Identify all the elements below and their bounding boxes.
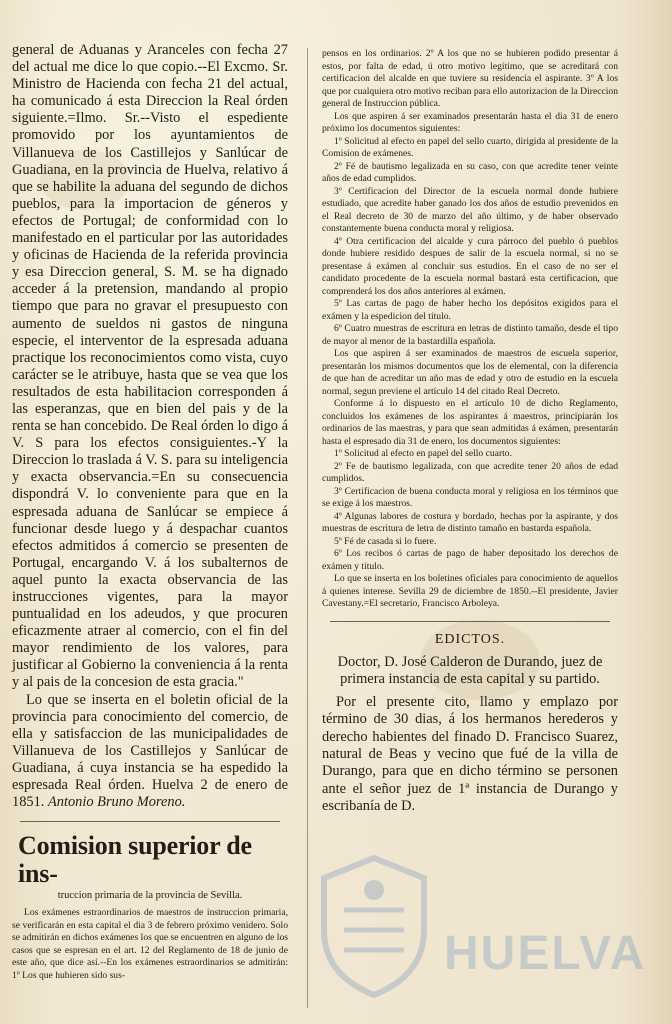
archive-watermark — [314, 850, 654, 1010]
body-text-small: 5º Las cartas de pago de haber hecho los depósitos exigidos para el exámen y la espedicion del título. — [322, 298, 618, 322]
body-text: general de Aduanas y Aranceles con fecha 27 del actual me dice lo que copio.--El Excmo. Sr. Ministro de Hacienda con fecha 21 del actual, ha comunicado á esta Direccion la Real órden siguiente.=Ilmo. Sr.--Visto el espediente promovido por los ayuntamientos de Villanueva de los Castillejos y Sanlúcar de Guadiana, en la provincia de Huelva, relativo á que se habilite la aduana del segundo de dichos pueblos, para la importacion de géneros y efectos de Portugal; de conformidad con lo manifestado en el particular por las autoridades y oficinas de Hacienda de la referida provincia y esa Direccion general, S. M. se ha dignado acceder á la pretension, mandando al propio tiempo que para no gravar el presupuesto con aumento de sueldos ni gastos de ninguna especie, el interventor de la espresada aduana practique los reconocimientos como vista, cuyo carácter se le atribuye, hasta que se vea que los resultados de esta habilitacion corresponden á las esperanzas, que en bien del pais y de la renta se han concebido. De Real órden lo digo á V. S para los efectos consiguientes.-Y la Direccion lo traslada á V. S. para su inteligencia y exacta observancia.=En su consecuencia dispondrá V. lo conveniente para que en la espresada aduana de Sanlúcar se empiece á funcionar desde luego y á despachar cuantos efectos admitidos á comercio se presenten de Portugal, encargando V. á los subalternos de aquel punto la exacta observancia de las instrucciones vigentes, para la mayor puntualidad en los adeudos, y que procuren eficazmente atraer al comercio, con el fin del mayor rendimiento de los valores, para justificar al Gobierno la conveniencia á la renta y al pais de la concesion de esta gracia." — [12, 42, 288, 691]
body-text-small: Los que aspiren á ser examinados presentarán hasta el dia 31 de enero próximo los documentos siguientes: — [322, 110, 618, 134]
body-text-small: 3º Certificacion de buena conducta moral y religiosa en los términos que se exige á los maestros. — [322, 485, 618, 509]
body-text: Lo que se inserta en el boletin oficial de la provincia para conocimiento del comercio, de ella y satisfaccion de las municipalidades de Villanueva de los Castillejos y Sanlúcar de Guadiana, á cuya instancia se ha espedido la espresada Real órden. Huelva 2 de enero de 1851. — [12, 691, 288, 811]
edictos-text: Por el presente cito, llamo y emplazo por término de 30 dias, á los hermanos herederos y derecho habientes del finado D. Francisco Suarez, natural de Beas y vecino que fué de la villa de Durango, para que en dicho término se personen ante el señor juez de 1ª instancia de Durango y escribanía de D. — [322, 694, 618, 814]
right-column — [322, 48, 618, 815]
watermark-text: HUELVA — [444, 927, 647, 980]
body-text-small: pensos en los ordinarios. 2º A los que no se hubieren podido presentar á estos, por falta de edad, ú otro motivo legítimo, que se acreditará con certificacion del alcalde en que tuviere su residencia el aspirante. 3º A los que por cualquiera otro motivo reciban para ello autorizacion de la Direccion general de Instruccion pública. — [322, 48, 618, 109]
body-text-small: Conforme á lo dispuesto en el artículo 10 de dicho Reglamento, concluidos los exámenes de los aspirantes á maestros, principiarán los ordinarios de las maestras, y para que sean admitidas á exámen, presentarán hasta el espresado dia 31 de enero, los documentos siguientes: — [322, 398, 618, 447]
body-text-small: Los que aspiren á ser examinados de maestros de escuela superior, presentarán los mismos documentos que los de elemental, con la diferencia de que han de acreditar un año mas de edad y otro de estudio en la escuela normal, segun previene el artículo 14 del citado Real Decreto. — [322, 348, 618, 397]
edictos-intro: Doctor, D. José Calderon de Durando, juez de primera instancia de esta capital y su partido. — [337, 653, 603, 687]
section-subtitle: truccion primaria de la provincia de Sevilla. — [57, 890, 243, 902]
body-text-small: 2º Fé de bautismo legalizada en su caso, con que acredite tener veinte años de edad cumplidos. — [322, 160, 618, 184]
body-text-small: 6º Cuatro muestras de escritura en letras de distinto tamaño, desde el tipo de mayor al menor de la bastardilla española. — [322, 323, 618, 347]
left-column — [12, 42, 288, 982]
body-text-small: Lo que se inserta en los boletines oficiales para conocimiento de aquellos á quienes interese. Sevilla 29 de diciembre de 1850.--El presidente, Javier Cavestany.=El secretario, Francisco Arboleya. — [322, 573, 618, 609]
coat-of-arms-icon — [314, 850, 434, 1000]
signature: Antonio Bruno Moreno. — [48, 794, 186, 811]
column-divider — [307, 48, 308, 1008]
edictos-heading: EDICTOS. — [434, 631, 506, 647]
section-divider — [20, 821, 280, 822]
body-text-small: 2º Fe de bautismo legalizada, con que acredite tener 20 años de edad cumplidos. — [322, 460, 618, 484]
body-text-small: 3º Certificacion del Director de la escuela normal donde hubiere estudiado, que acredite haber ganado los dos años de estudio prevenidos en el Real decreto de 30 de marzo del año último, y de haber observado constantemente buena conducta moral y religiosa. — [322, 185, 618, 234]
body-text-small: 4º Otra certificacion del alcalde y cura párroco del pueblo ó pueblos donde hubiere residido despues de salir de la escuela normal, si no se presentase á exámen al concluir sus estudios. En el caso de no ser el candidato procedente de la escuela normal bastará esta certificacion, que comprenderá los dos años anteriores al exámen. — [322, 235, 618, 297]
left-paragraph-1 — [12, 42, 288, 692]
right-small-block — [322, 48, 618, 611]
body-text-small: 1º Solicitud al efecto en papel del sello cuarto. — [334, 448, 512, 459]
body-text-small: 4º Algunas labores de costura y bordado, hechas por la aspirante, y dos muestras de escritura de letra de distinto tamaño en bastarda española. — [322, 510, 618, 534]
body-text-small: Los exámenes estraordinarios de maestros de instruccion primaria, se verificarán en esta capital el dia 3 de febrero próximo venidero. Solo se admitirán en dichos exámenes los que se encuentren en alguno de los casos que se espresan en el art. 12 del Reglamento de 18 de junio de este año, que dice así.--En los exámenes estraordinarios se admitirán: 1º Los que hubieren sido sus- — [12, 907, 288, 981]
body-text-small: 6º Los recibos ó cartas de pago de haber depositado los derechos de exámen y título. — [322, 548, 618, 572]
left-small-paragraph — [12, 907, 288, 982]
section-title: Comision superior de ins- — [18, 831, 252, 889]
edictos-block — [322, 654, 618, 816]
body-text-small: 5º Fé de casada si lo fuere. — [334, 535, 437, 547]
body-text-small: 1º Solicitud al efecto en papel del sello cuarto, dirigida al presidente de la Comision de exámenes. — [322, 135, 618, 159]
left-paragraph-2 — [12, 692, 288, 812]
section-divider — [330, 621, 610, 622]
